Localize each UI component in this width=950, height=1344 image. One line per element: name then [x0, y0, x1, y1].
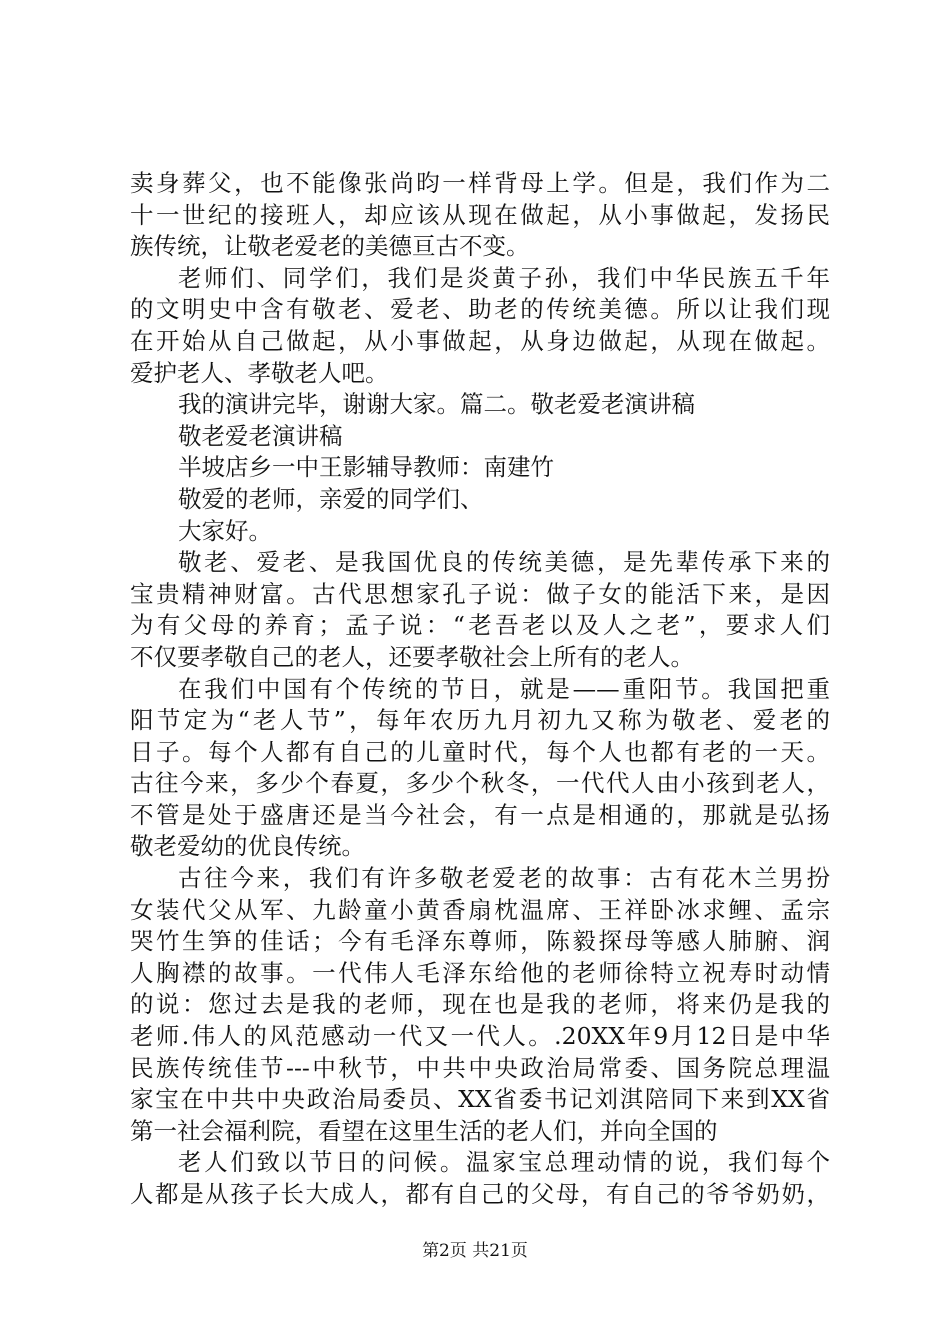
- text-line: 敬老爱幼的优良传统。: [130, 832, 365, 861]
- text-line: 敬爱的老师，亲爱的同学们、: [178, 484, 484, 513]
- text-line: 我的演讲完毕，谢谢大家。篇二。敬老爱老演讲稿: [178, 390, 695, 419]
- page-number-footer: 第2页 共21页: [422, 1241, 528, 1261]
- text-line: 爱护老人、孝敬老人吧。: [130, 358, 389, 387]
- text-line: 的说：您过去是我的老师，现在也是我的老师，将来仍是我的: [130, 990, 830, 1019]
- text-line: 家宝在中共中央政治局委员、XX省委书记刘淇陪同下来到XX省: [130, 1085, 830, 1114]
- text-line: 宝贵精神财富。古代思想家孔子说：做子女的能活下来，是因: [130, 579, 830, 608]
- text-line: 老师.伟人的风范感动一代又一代人。.20XX年9月12日是中华: [130, 1022, 830, 1051]
- text-line: 民族传统佳节---中秋节，中共中央政治局常委、国务院总理温: [130, 1053, 830, 1082]
- text-line: 的文明史中含有敬老、爱老、助老的传统美德。所以让我们现: [130, 295, 830, 324]
- text-line: 十一世纪的接班人，却应该从现在做起，从小事做起，发扬民: [130, 200, 830, 229]
- document-body: [130, 168, 830, 1211]
- text-line: 在开始从自己做起，从小事做起，从身边做起，从现在做起。: [130, 326, 830, 355]
- text-line: 古往今来，我们有许多敬老爱老的故事：古有花木兰男扮: [178, 864, 830, 893]
- text-line: 半坡店乡一中王影辅导教师：南建竹: [178, 453, 554, 482]
- text-line: 大家好。: [178, 516, 272, 545]
- text-line: 为有父母的养育；孟子说：“老吾老以及人之老”，要求人们: [130, 611, 830, 640]
- text-line: 不仅要孝敬自己的老人，还要孝敬社会上所有的老人。: [130, 642, 694, 671]
- text-line: 女装代父从军、九龄童小黄香扇枕温席、王祥卧冰求鲤、孟宗: [130, 895, 830, 924]
- text-line: 第一社会福利院，看望在这里生活的老人们，并向全国的: [130, 1116, 718, 1145]
- text-line: 在我们中国有个传统的节日，就是——重阳节。我国把重: [178, 674, 830, 703]
- text-line: 不管是处于盛唐还是当今社会，有一点是相通的，那就是弘扬: [130, 800, 830, 829]
- text-line: 敬老爱老演讲稿: [178, 421, 343, 450]
- text-line: 敬老、爱老、是我国优良的传统美德，是先辈传承下来的: [178, 548, 830, 577]
- text-line: 古往今来，多少个春夏，多少个秋冬，一代代人由小孩到老人，: [130, 769, 830, 798]
- text-line: 老师们、同学们，我们是炎黄子孙，我们中华民族五千年: [178, 263, 830, 292]
- text-line: 日子。每个人都有自己的儿童时代，每个人也都有老的一天。: [130, 737, 830, 766]
- text-line: 人胸襟的故事。一代伟人毛泽东给他的老师徐特立祝寿时动情: [130, 958, 830, 987]
- text-line: 老人们致以节日的问候。温家宝总理动情的说，我们每个: [178, 1148, 830, 1177]
- text-line: 卖身葬父，也不能像张尚昀一样背母上学。但是，我们作为二: [130, 169, 830, 197]
- text-line: 阳节定为“老人节”，每年农历九月初九又称为敬老、爱老的: [130, 706, 830, 735]
- text-line: 族传统，让敬老爱老的美德亘古不变。: [130, 232, 530, 261]
- text-line: 哭竹生笋的佳话；今有毛泽东尊师，陈毅探母等感人肺腑、润: [130, 927, 830, 956]
- text-line: 人都是从孩子长大成人，都有自己的父母，有自己的爷爷奶奶，: [130, 1180, 830, 1208]
